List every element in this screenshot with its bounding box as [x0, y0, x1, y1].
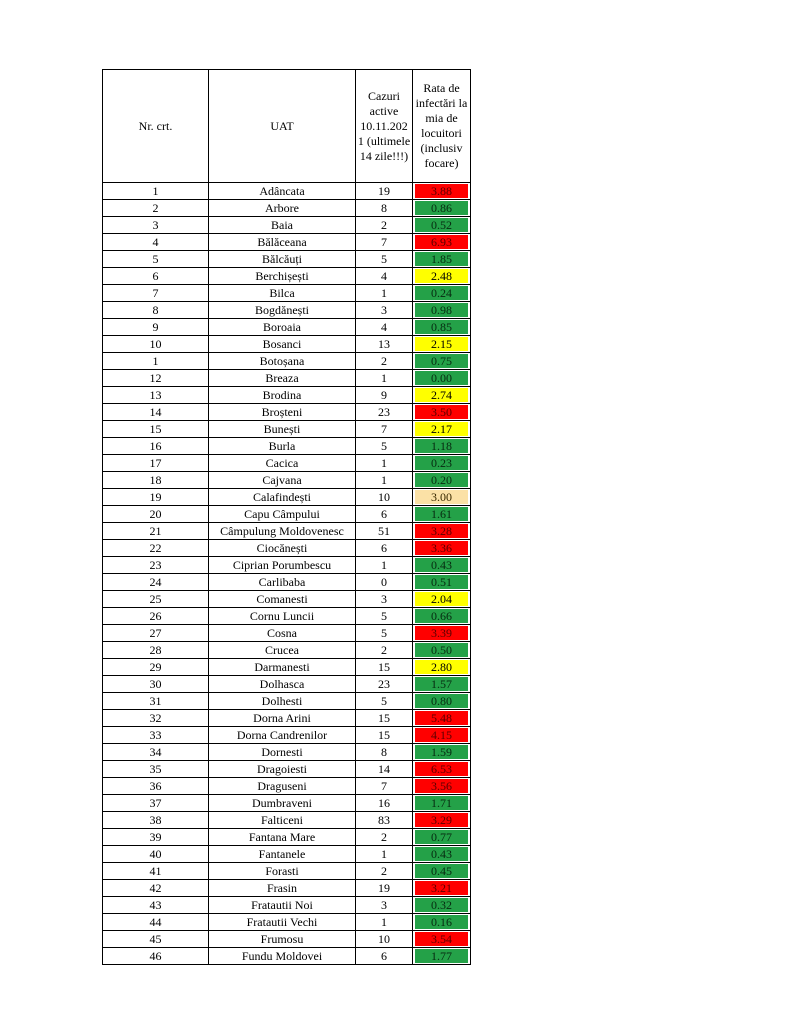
- row-infection-rate-cell: [413, 608, 471, 625]
- table-row: [103, 302, 471, 319]
- rate-value: 6.53: [415, 762, 468, 776]
- row-infection-rate-cell: [413, 761, 471, 778]
- row-active-cases-cell: 3: [356, 591, 413, 608]
- table-row: [103, 421, 471, 438]
- rate-value: 0.24: [415, 286, 468, 300]
- table-row: [103, 710, 471, 727]
- row-uat-cell: Fantanele: [209, 846, 356, 863]
- row-uat-cell: Darmanesti: [209, 659, 356, 676]
- row-active-cases-cell: 3: [356, 897, 413, 914]
- rate-value: 3.39: [415, 626, 468, 640]
- table-row: [103, 251, 471, 268]
- row-infection-rate-cell: [413, 659, 471, 676]
- row-uat-cell: Fantana Mare: [209, 829, 356, 846]
- rate-value: 2.74: [415, 388, 468, 402]
- rate-value: 0.86: [415, 201, 468, 215]
- table-row: [103, 268, 471, 285]
- row-number-cell: 29: [103, 659, 209, 676]
- table-row: [103, 234, 471, 251]
- row-number-cell: 45: [103, 931, 209, 948]
- table-row: [103, 285, 471, 302]
- row-number-cell: 10: [103, 336, 209, 353]
- table-row: [103, 931, 471, 948]
- row-active-cases-cell: 5: [356, 438, 413, 455]
- row-active-cases-cell: 5: [356, 625, 413, 642]
- table-row: [103, 676, 471, 693]
- row-active-cases-cell: 3: [356, 302, 413, 319]
- table-row: [103, 336, 471, 353]
- row-active-cases-cell: 5: [356, 693, 413, 710]
- rate-value: 3.54: [415, 932, 468, 946]
- row-uat-cell: Berchișești: [209, 268, 356, 285]
- row-active-cases-cell: 2: [356, 217, 413, 234]
- row-active-cases-cell: 0: [356, 574, 413, 591]
- row-infection-rate-cell: [413, 353, 471, 370]
- table-row: [103, 778, 471, 795]
- table-row: [103, 506, 471, 523]
- row-uat-cell: Draguseni: [209, 778, 356, 795]
- row-number-cell: 14: [103, 404, 209, 421]
- table-row: [103, 319, 471, 336]
- row-uat-cell: Comanesti: [209, 591, 356, 608]
- row-uat-cell: Fratautii Noi: [209, 897, 356, 914]
- row-number-cell: 8: [103, 302, 209, 319]
- table-row: [103, 914, 471, 931]
- row-active-cases-cell: 51: [356, 523, 413, 540]
- row-infection-rate-cell: [413, 234, 471, 251]
- rate-value: 0.43: [415, 558, 468, 572]
- row-active-cases-cell: 5: [356, 608, 413, 625]
- row-number-cell: 25: [103, 591, 209, 608]
- row-uat-cell: Forasti: [209, 863, 356, 880]
- row-active-cases-cell: 10: [356, 489, 413, 506]
- row-active-cases-cell: 7: [356, 421, 413, 438]
- row-uat-cell: Frumosu: [209, 931, 356, 948]
- row-active-cases-cell: 4: [356, 319, 413, 336]
- rate-value: 1.71: [415, 796, 468, 810]
- row-number-cell: 21: [103, 523, 209, 540]
- row-infection-rate-cell: [413, 540, 471, 557]
- row-infection-rate-cell: [413, 642, 471, 659]
- row-number-cell: 37: [103, 795, 209, 812]
- row-uat-cell: Falticeni: [209, 812, 356, 829]
- row-active-cases-cell: 2: [356, 829, 413, 846]
- row-active-cases-cell: 4: [356, 268, 413, 285]
- row-active-cases-cell: 7: [356, 234, 413, 251]
- row-number-cell: 26: [103, 608, 209, 625]
- row-number-cell: 15: [103, 421, 209, 438]
- row-infection-rate-cell: [413, 693, 471, 710]
- row-active-cases-cell: 1: [356, 914, 413, 931]
- table-row: [103, 829, 471, 846]
- row-uat-cell: Câmpulung Moldovenesc: [209, 523, 356, 540]
- table-row: [103, 353, 471, 370]
- table-row: [103, 880, 471, 897]
- row-active-cases-cell: 6: [356, 540, 413, 557]
- row-infection-rate-cell: [413, 506, 471, 523]
- table-header-row: [103, 70, 471, 183]
- row-active-cases-cell: 19: [356, 880, 413, 897]
- infection-rate-table: [102, 69, 471, 965]
- table-row: [103, 608, 471, 625]
- row-infection-rate-cell: [413, 319, 471, 336]
- row-infection-rate-cell: [413, 591, 471, 608]
- row-active-cases-cell: 19: [356, 183, 413, 200]
- table-row: [103, 761, 471, 778]
- row-infection-rate-cell: [413, 251, 471, 268]
- row-active-cases-cell: 10: [356, 931, 413, 948]
- row-active-cases-cell: 7: [356, 778, 413, 795]
- row-infection-rate-cell: [413, 285, 471, 302]
- rate-value: 0.80: [415, 694, 468, 708]
- row-infection-rate-cell: [413, 778, 471, 795]
- table-row: [103, 863, 471, 880]
- table-row: [103, 217, 471, 234]
- row-active-cases-cell: 15: [356, 727, 413, 744]
- row-active-cases-cell: 6: [356, 948, 413, 965]
- rate-value: 2.04: [415, 592, 468, 606]
- row-uat-cell: Bosanci: [209, 336, 356, 353]
- rate-value: 0.66: [415, 609, 468, 623]
- row-infection-rate-cell: [413, 676, 471, 693]
- row-infection-rate-cell: [413, 625, 471, 642]
- row-number-cell: 39: [103, 829, 209, 846]
- rate-value: 5.48: [415, 711, 468, 725]
- row-number-cell: 36: [103, 778, 209, 795]
- row-number-cell: 27: [103, 625, 209, 642]
- table-row: [103, 693, 471, 710]
- row-number-cell: 34: [103, 744, 209, 761]
- row-number-cell: 5: [103, 251, 209, 268]
- row-number-cell: 30: [103, 676, 209, 693]
- row-number-cell: 16: [103, 438, 209, 455]
- row-infection-rate-cell: [413, 829, 471, 846]
- rate-value: 0.23: [415, 456, 468, 470]
- table-row: [103, 727, 471, 744]
- row-uat-cell: Dragoiesti: [209, 761, 356, 778]
- table-row: [103, 642, 471, 659]
- row-uat-cell: Bunești: [209, 421, 356, 438]
- row-infection-rate-cell: [413, 472, 471, 489]
- rate-value: 0.51: [415, 575, 468, 589]
- row-active-cases-cell: 6: [356, 506, 413, 523]
- row-uat-cell: Baia: [209, 217, 356, 234]
- rate-value: 2.48: [415, 269, 468, 283]
- row-infection-rate-cell: [413, 557, 471, 574]
- row-infection-rate-cell: [413, 931, 471, 948]
- row-active-cases-cell: 16: [356, 795, 413, 812]
- rate-value: 1.77: [415, 949, 468, 963]
- table-row: [103, 812, 471, 829]
- header-uat: UAT: [209, 70, 356, 183]
- row-active-cases-cell: 2: [356, 863, 413, 880]
- row-uat-cell: Dumbraveni: [209, 795, 356, 812]
- rate-value: 0.00: [415, 371, 468, 385]
- row-infection-rate-cell: [413, 523, 471, 540]
- rate-value: 3.28: [415, 524, 468, 538]
- table-row: [103, 489, 471, 506]
- row-number-cell: 41: [103, 863, 209, 880]
- row-uat-cell: Adâncata: [209, 183, 356, 200]
- row-uat-cell: Bălăceana: [209, 234, 356, 251]
- row-infection-rate-cell: [413, 404, 471, 421]
- row-infection-rate-cell: [413, 455, 471, 472]
- row-uat-cell: Brodina: [209, 387, 356, 404]
- row-active-cases-cell: 23: [356, 676, 413, 693]
- table-row: [103, 404, 471, 421]
- rate-value: 0.20: [415, 473, 468, 487]
- rate-value: 0.16: [415, 915, 468, 929]
- rate-value: 3.88: [415, 184, 468, 198]
- rate-value: 6.93: [415, 235, 468, 249]
- row-infection-rate-cell: [413, 863, 471, 880]
- rate-value: 0.50: [415, 643, 468, 657]
- row-infection-rate-cell: [413, 438, 471, 455]
- row-infection-rate-cell: [413, 489, 471, 506]
- table-row: [103, 625, 471, 642]
- table-row: [103, 574, 471, 591]
- rate-value: 3.00: [415, 490, 468, 504]
- row-uat-cell: Bilca: [209, 285, 356, 302]
- row-active-cases-cell: 1: [356, 285, 413, 302]
- row-uat-cell: Crucea: [209, 642, 356, 659]
- row-number-cell: 9: [103, 319, 209, 336]
- row-infection-rate-cell: [413, 846, 471, 863]
- row-infection-rate-cell: [413, 880, 471, 897]
- row-number-cell: 33: [103, 727, 209, 744]
- row-number-cell: 18: [103, 472, 209, 489]
- rate-value: 3.36: [415, 541, 468, 555]
- row-number-cell: 17: [103, 455, 209, 472]
- table-row: [103, 370, 471, 387]
- row-infection-rate-cell: [413, 183, 471, 200]
- row-active-cases-cell: 2: [356, 353, 413, 370]
- row-uat-cell: Dolhesti: [209, 693, 356, 710]
- rate-value: 1.85: [415, 252, 468, 266]
- row-uat-cell: Boroaia: [209, 319, 356, 336]
- row-infection-rate-cell: [413, 744, 471, 761]
- row-infection-rate-cell: [413, 200, 471, 217]
- row-number-cell: 1: [103, 353, 209, 370]
- row-active-cases-cell: 5: [356, 251, 413, 268]
- table-row: [103, 183, 471, 200]
- rate-value: 3.50: [415, 405, 468, 419]
- row-number-cell: 35: [103, 761, 209, 778]
- row-infection-rate-cell: [413, 370, 471, 387]
- row-infection-rate-cell: [413, 217, 471, 234]
- table-row: [103, 591, 471, 608]
- row-uat-cell: Ciprian Porumbescu: [209, 557, 356, 574]
- row-infection-rate-cell: [413, 336, 471, 353]
- row-infection-rate-cell: [413, 812, 471, 829]
- rate-value: 0.98: [415, 303, 468, 317]
- rate-value: 2.17: [415, 422, 468, 436]
- row-infection-rate-cell: [413, 727, 471, 744]
- row-number-cell: 1: [103, 183, 209, 200]
- row-number-cell: 32: [103, 710, 209, 727]
- row-uat-cell: Botoșana: [209, 353, 356, 370]
- row-uat-cell: Cosna: [209, 625, 356, 642]
- row-number-cell: 23: [103, 557, 209, 574]
- row-infection-rate-cell: [413, 914, 471, 931]
- table-row: [103, 795, 471, 812]
- row-number-cell: 4: [103, 234, 209, 251]
- header-infection-rate: Rata de infectări la mia de locuitori (inclusiv focare): [413, 70, 471, 183]
- row-uat-cell: Cornu Luncii: [209, 608, 356, 625]
- row-infection-rate-cell: [413, 897, 471, 914]
- row-number-cell: 22: [103, 540, 209, 557]
- row-uat-cell: Cacica: [209, 455, 356, 472]
- row-uat-cell: Fundu Moldovei: [209, 948, 356, 965]
- row-active-cases-cell: 23: [356, 404, 413, 421]
- row-uat-cell: Breaza: [209, 370, 356, 387]
- row-infection-rate-cell: [413, 387, 471, 404]
- rate-value: 0.32: [415, 898, 468, 912]
- row-uat-cell: Dornesti: [209, 744, 356, 761]
- rate-value: 0.85: [415, 320, 468, 334]
- rate-value: 1.61: [415, 507, 468, 521]
- table-row: [103, 846, 471, 863]
- rate-value: 0.77: [415, 830, 468, 844]
- row-uat-cell: Dorna Candrenilor: [209, 727, 356, 744]
- rate-value: 2.15: [415, 337, 468, 351]
- table-row: [103, 948, 471, 965]
- header-nr: Nr. crt.: [103, 70, 209, 183]
- row-number-cell: 12: [103, 370, 209, 387]
- rate-value: 0.45: [415, 864, 468, 878]
- row-uat-cell: Fratautii Vechi: [209, 914, 356, 931]
- row-number-cell: 28: [103, 642, 209, 659]
- row-uat-cell: Bogdănești: [209, 302, 356, 319]
- rate-value: 0.75: [415, 354, 468, 368]
- row-uat-cell: Dorna Arini: [209, 710, 356, 727]
- table-row: [103, 540, 471, 557]
- row-active-cases-cell: 8: [356, 200, 413, 217]
- row-number-cell: 43: [103, 897, 209, 914]
- row-infection-rate-cell: [413, 710, 471, 727]
- row-number-cell: 42: [103, 880, 209, 897]
- row-uat-cell: Calafindești: [209, 489, 356, 506]
- row-active-cases-cell: 1: [356, 472, 413, 489]
- row-number-cell: 38: [103, 812, 209, 829]
- row-uat-cell: Frasin: [209, 880, 356, 897]
- rate-value: 3.56: [415, 779, 468, 793]
- row-uat-cell: Cajvana: [209, 472, 356, 489]
- row-uat-cell: Arbore: [209, 200, 356, 217]
- row-infection-rate-cell: [413, 268, 471, 285]
- row-number-cell: 46: [103, 948, 209, 965]
- row-active-cases-cell: 13: [356, 336, 413, 353]
- row-uat-cell: Capu Câmpului: [209, 506, 356, 523]
- row-number-cell: 3: [103, 217, 209, 234]
- rate-value: 1.59: [415, 745, 468, 759]
- table-row: [103, 472, 471, 489]
- row-infection-rate-cell: [413, 795, 471, 812]
- table-row: [103, 744, 471, 761]
- table-row: [103, 897, 471, 914]
- row-infection-rate-cell: [413, 574, 471, 591]
- table-row: [103, 455, 471, 472]
- rate-value: 0.43: [415, 847, 468, 861]
- row-number-cell: 19: [103, 489, 209, 506]
- table-row: [103, 557, 471, 574]
- row-uat-cell: Burla: [209, 438, 356, 455]
- row-number-cell: 6: [103, 268, 209, 285]
- row-uat-cell: Dolhasca: [209, 676, 356, 693]
- row-number-cell: 13: [103, 387, 209, 404]
- row-active-cases-cell: 1: [356, 557, 413, 574]
- rate-value: 3.21: [415, 881, 468, 895]
- row-active-cases-cell: 1: [356, 846, 413, 863]
- row-infection-rate-cell: [413, 421, 471, 438]
- row-active-cases-cell: 15: [356, 659, 413, 676]
- row-active-cases-cell: 1: [356, 455, 413, 472]
- row-number-cell: 2: [103, 200, 209, 217]
- table-row: [103, 438, 471, 455]
- row-uat-cell: Bălcăuți: [209, 251, 356, 268]
- rate-value: 4.15: [415, 728, 468, 742]
- rate-value: 2.80: [415, 660, 468, 674]
- row-active-cases-cell: 9: [356, 387, 413, 404]
- row-number-cell: 24: [103, 574, 209, 591]
- row-infection-rate-cell: [413, 302, 471, 319]
- row-uat-cell: Broșteni: [209, 404, 356, 421]
- row-number-cell: 40: [103, 846, 209, 863]
- row-active-cases-cell: 15: [356, 710, 413, 727]
- table-row: [103, 523, 471, 540]
- table-row: [103, 387, 471, 404]
- table-row: [103, 200, 471, 217]
- table-body: [103, 183, 471, 965]
- row-active-cases-cell: 83: [356, 812, 413, 829]
- rate-value: 1.18: [415, 439, 468, 453]
- row-number-cell: 20: [103, 506, 209, 523]
- row-number-cell: 7: [103, 285, 209, 302]
- row-active-cases-cell: 1: [356, 370, 413, 387]
- row-uat-cell: Carlibaba: [209, 574, 356, 591]
- row-number-cell: 31: [103, 693, 209, 710]
- table-row: [103, 659, 471, 676]
- row-uat-cell: Ciocănești: [209, 540, 356, 557]
- row-infection-rate-cell: [413, 948, 471, 965]
- row-active-cases-cell: 14: [356, 761, 413, 778]
- header-active-cases: Cazuri active 10.11.202 1 (ultimele 14 zile!!!): [356, 70, 413, 183]
- row-active-cases-cell: 8: [356, 744, 413, 761]
- rate-value: 3.29: [415, 813, 468, 827]
- row-active-cases-cell: 2: [356, 642, 413, 659]
- row-number-cell: 44: [103, 914, 209, 931]
- rate-value: 0.52: [415, 218, 468, 232]
- rate-value: 1.57: [415, 677, 468, 691]
